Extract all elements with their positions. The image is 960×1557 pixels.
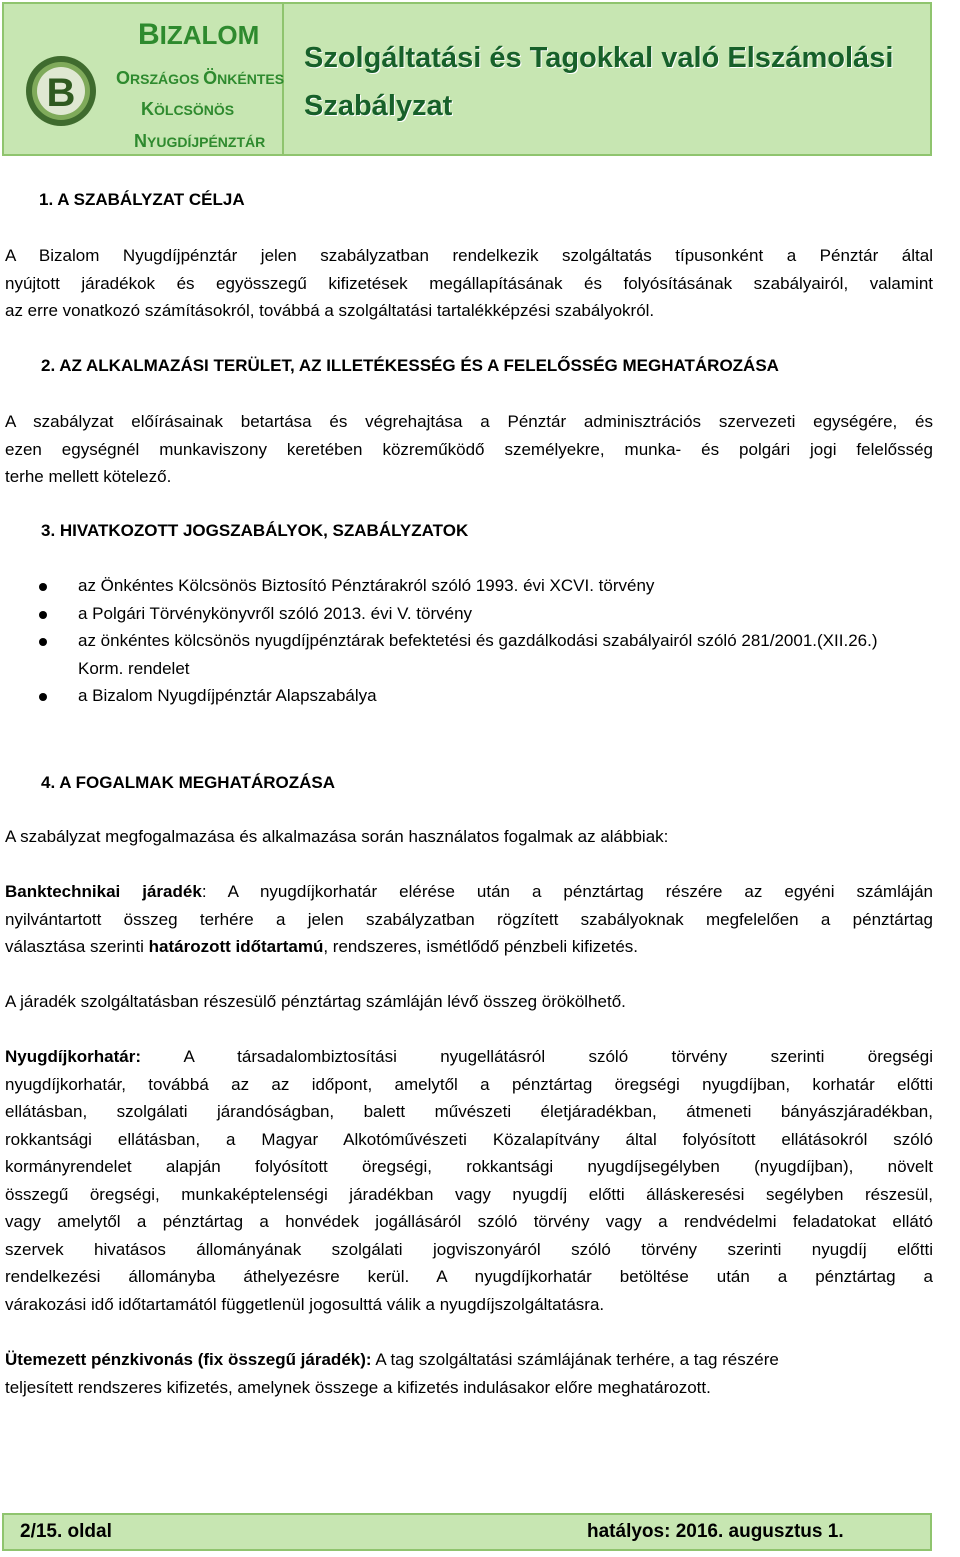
page-header <box>2 2 932 156</box>
list-item: a Polgári Törvénykönyvről szóló 2013. évi V. törvény <box>5 600 933 628</box>
list-item: az önkéntes kölcsönös nyugdíjpénztárak befektetési és gazdálkodási szabályairól szóló 281/2001.(XII.26.) Korm. rendelet <box>5 627 878 682</box>
bullet-icon <box>39 693 47 701</box>
page-footer <box>2 1513 932 1551</box>
svg-text:B: B <box>46 71 76 115</box>
bullet-icon <box>39 611 47 619</box>
section-1-text: A Bizalom Nyugdíjpénztár jelen szabályzatban rendelkezik szolgáltatás típusonként a Pénztár által nyújtott járadékok és egyösszegű kifizetések megállapításának és folyósításának szabályairól, valamint az erre vonatkozó számításokról, továbbá a szolgáltatási tartalékképzési szabályokról. <box>5 246 933 320</box>
brand-line-2: KÖLCSÖNÖS <box>141 99 235 119</box>
references-list <box>5 572 933 710</box>
document-title: Szolgáltatási és Tagokkal való Elszámolási Szabályzat <box>304 42 894 122</box>
title-panel <box>284 2 932 156</box>
inherit-note: A járadék szolgáltatásban részesülő pénztártag számláján lévő összeg örökölhető. <box>5 992 626 1011</box>
bullet-icon <box>39 583 47 591</box>
brand-line-3: NYUGDÍJPÉNZTÁR <box>134 131 266 151</box>
definition-banktechnikai: Banktechnikai járadék: A nyugdíjkorhatár elérése után a pénztártag részére az egyéni számláján nyilvántartott összeg terhére a jelen szabályzatban rögzített szabályoknak megfelelően a pénztártag választása szerinti határozott időtartamú, rendszeres, ismétlődő pénzbeli kifizetés. <box>5 882 933 956</box>
page-number: 2/15. oldal <box>20 1521 112 1542</box>
bullet-icon <box>39 638 47 646</box>
list-item: a Bizalom Nyugdíjpénztár Alapszabálya <box>5 682 933 710</box>
list-item: az Önkéntes Kölcsönös Biztosító Pénztárakról szóló 1993. évi XCVI. törvény <box>5 572 933 600</box>
section-2-text: A szabályzat előírásainak betartása és végrehajtása a Pénztár adminisztrációs szervezeti egységére, és ezen egységnél munkaviszony keretében közreműködő személyekre, munka- és polgári jogi felelősség terhe mellett kötelező. <box>5 412 933 486</box>
section-3-heading: 3. HIVATKOZOTT JOGSZABÁLYOK, SZABÁLYZATOK <box>41 521 469 540</box>
bizalom-logo-icon <box>24 54 98 128</box>
definition-utemezett: Ütemezett pénzkivonás (fix összegű járadék): A tag szolgáltatási számlájának terhére, a tag részére teljesített rendszeres kifizetés, amelynek összege a kifizetés indulásakor előre meghatározott. <box>5 1350 779 1397</box>
section-4-intro: A szabályzat megfogalmazása és alkalmazása során használatos fogalmak az alábbiak: <box>5 827 669 846</box>
section-1-heading: 1. A SZABÁLYZAT CÉLJA <box>39 190 245 209</box>
section-4-heading: 4. A FOGALMAK MEGHATÁROZÁSA <box>41 773 336 792</box>
logo-panel <box>2 2 284 156</box>
brand-line-1: ORSZÁGOS ÖNKÉNTES <box>116 68 285 88</box>
brand-name: BIZALOM <box>138 18 260 51</box>
effective-date: hatályos: 2016. augusztus 1. <box>587 1521 844 1542</box>
section-2-heading: 2. AZ ALKALMAZÁSI TERÜLET, AZ ILLETÉKESSÉG ÉS A FELELŐSSÉG MEGHATÁROZÁSA <box>41 356 779 375</box>
definition-nyugdijkorhatar: Nyugdíjkorhatár: A társadalombiztosítási nyugellátásról szóló törvény szerinti öregségi nyugdíjkorhatár, továbbá az az időpont, amelytől a pénztártag öregségi nyugdíjban, korhatár előtti ellátásban, szolgálati járandóságban, balett művészeti életjáradékban, átmeneti bányászjáradékban, rokkantsági ellátásban, a Magyar Alkotóművészeti Közalapítvány által folyósított ellátásokról szóló kormányrendelet alapján folyósított öregségi, rokkantsági nyugdíjsegélyben (nyugdíjban), növelt összegű öregségi, munkaképtelenségi járadékban vagy nyugdíj előtti álláskeresési segélyben részesül, vagy amelytől a pénztártag a honvédek jogállásáról szóló törvény vagy a rendvédelmi feladatokat ellátó szervek hivatásos állományának szolgálati jogviszonyáról szóló törvény szerinti nyugdíj előtti rendelkezési állományba áthelyezésre kerül. A nyugdíjkorhatár betöltése után a pénztártag a várakozási idő időtartamától függetlenül jogosulttá válik a nyugdíjszolgáltatásra. <box>5 1047 933 1314</box>
